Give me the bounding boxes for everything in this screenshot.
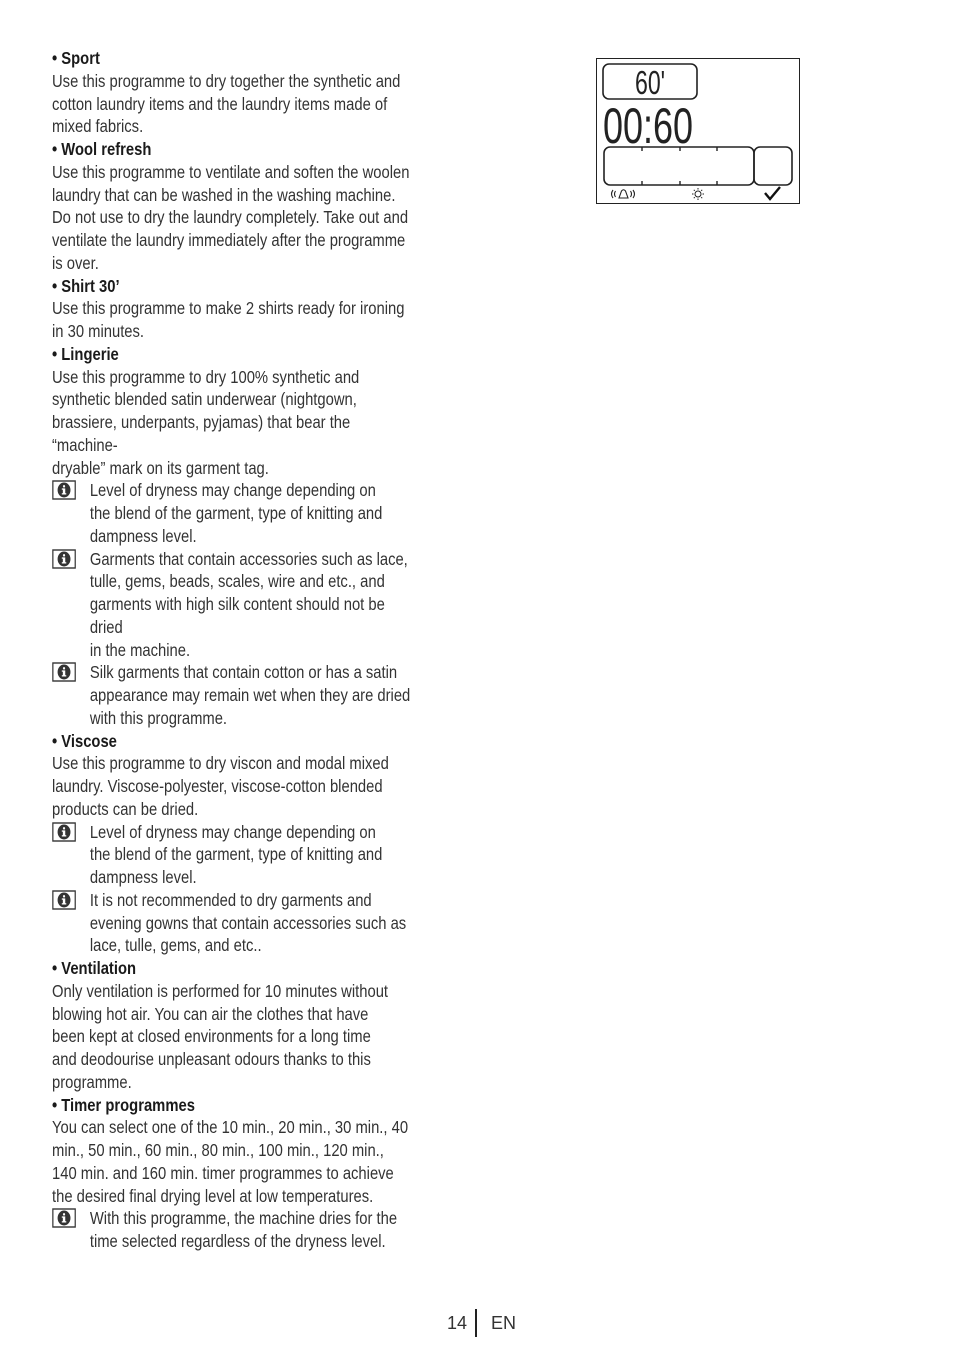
body-sport: [52, 70, 413, 138]
text-line: Use this programme to dry together the synthetic and: [52, 70, 401, 91]
body-wool-refresh: [52, 161, 413, 275]
text-line: been kept at closed environments for a long time: [52, 1026, 371, 1047]
text-line: Only ventilation is performed for 10 minutes without: [52, 980, 389, 1001]
info-note: [52, 1207, 413, 1253]
heading-wool-refresh: • Wool refresh: [52, 139, 152, 159]
language-code: EN: [491, 1312, 517, 1333]
text-line: time selected regardless of the dryness level.: [89, 1231, 386, 1251]
text-line: the blend of the garment, type of knitting and: [89, 844, 383, 865]
text-line: blowing hot air. You can air the clothes that have: [52, 1003, 369, 1024]
section-viscose: [52, 730, 413, 958]
text-line: is over.: [52, 252, 99, 273]
heading-timer: • Timer programmes: [52, 1094, 195, 1115]
lcd-display-illustration: [596, 58, 800, 204]
text-line: dryable” mark on its garment tag.: [52, 457, 269, 478]
heading-viscose: • Viscose: [52, 730, 117, 751]
sun-icon: [692, 188, 704, 200]
info-icon: [52, 662, 76, 682]
section-wool-refresh: [52, 138, 413, 275]
text-line: min., 50 min., 60 min., 80 min., 100 min., 120 min.,: [52, 1140, 384, 1160]
status-segment-box: [754, 147, 792, 185]
heading-sport: • Sport: [52, 48, 100, 68]
info-icon: [52, 1208, 76, 1228]
info-icon: [52, 549, 76, 569]
text-line: Level of dryness may change depending on: [89, 821, 376, 842]
footer-divider: [475, 1309, 477, 1337]
text-line: with this programme.: [89, 707, 228, 728]
checkmark-icon: [765, 187, 780, 199]
text-line: products can be dried.: [52, 798, 199, 819]
section-shirt: [52, 275, 413, 343]
text-line: cotton laundry items and the laundry items made of: [52, 93, 388, 114]
text-line: evening gowns that contain accessories such as: [89, 912, 407, 933]
page-footer: [447, 1309, 516, 1337]
text-line: tulle, gems, beads, scales, wire and etc., and: [89, 571, 385, 592]
section-sport: [52, 47, 413, 138]
text-line: the blend of the garment, type of knitting and: [89, 503, 383, 523]
text-line: Do not use to dry the laundry completely. Take out and: [52, 207, 409, 228]
text-line: brassiere, underpants, pyjamas) that bear the “machine-: [52, 412, 351, 455]
body-viscose: [52, 752, 413, 820]
info-note: [52, 889, 413, 957]
section-lingerie: [52, 343, 413, 730]
text-line: Level of dryness may change depending on: [89, 480, 376, 501]
heading-ventilation: • Ventilation: [52, 958, 137, 978]
body-lingerie: [52, 366, 413, 480]
info-note: [52, 661, 413, 729]
text-line: garments with high silk content should not be dried: [89, 594, 385, 637]
text-line: Use this programme to make 2 shirts ready for ironing: [52, 298, 405, 319]
top-value: 60': [635, 65, 666, 103]
text-line: Use this programme to dry 100% synthetic and: [52, 366, 360, 387]
info-icon: [52, 890, 76, 910]
alarm-bell-icon: [612, 190, 635, 198]
lcd-display-graphic: [597, 59, 799, 203]
page-number: 14: [447, 1312, 468, 1333]
info-icon: [52, 480, 76, 500]
text-line: It is not recommended to dry garments and: [89, 889, 372, 910]
manual-text-column: [52, 47, 413, 1253]
text-line: Garments that contain accessories such as lace,: [89, 548, 408, 569]
text-line: synthetic blended satin underwear (nightgown,: [52, 389, 357, 410]
text-line: ventilate the laundry immediately after the programme: [52, 230, 406, 250]
text-line: in the machine.: [89, 639, 191, 660]
text-line: Use this programme to ventilate and soften the woolen: [52, 161, 410, 182]
text-line: dampness level.: [89, 867, 197, 887]
text-line: lace, tulle, gems, and etc..: [89, 935, 262, 956]
section-timer: [52, 1094, 413, 1253]
text-line: laundry that can be washed in the washing machine.: [52, 184, 396, 205]
info-note: [52, 548, 413, 662]
text-line: mixed fabrics.: [52, 116, 144, 137]
heading-shirt: • Shirt 30’: [52, 275, 120, 296]
info-note: [52, 821, 413, 889]
info-icon: [52, 822, 76, 842]
body-ventilation: [52, 980, 413, 1094]
info-note: [52, 479, 413, 547]
text-line: appearance may remain wet when they are dried: [89, 685, 411, 705]
text-line: 140 min. and 160 min. timer programmes to achieve: [52, 1162, 394, 1183]
body-timer: [52, 1116, 413, 1207]
text-line: laundry. Viscose-polyester, viscose-cotton blended: [52, 776, 383, 796]
text-line: programme.: [52, 1071, 132, 1092]
text-line: dampness level.: [89, 525, 197, 546]
text-line: in 30 minutes.: [52, 321, 145, 341]
heading-lingerie: • Lingerie: [52, 343, 119, 364]
section-ventilation: [52, 957, 413, 1094]
body-shirt: [52, 297, 413, 343]
text-line: Silk garments that contain cotton or has a satin: [89, 662, 398, 683]
text-line: the desired final drying level at low temperatures.: [52, 1185, 374, 1206]
text-line: Use this programme to dry viscon and modal mixed: [52, 753, 389, 774]
text-line: and deodourise unpleasant odours thanks to this: [52, 1049, 371, 1069]
text-line: You can select one of the 10 min., 20 min., 30 min., 40: [52, 1117, 409, 1138]
text-line: With this programme, the machine dries for the: [89, 1208, 398, 1229]
main-value: 00:60: [603, 99, 694, 155]
